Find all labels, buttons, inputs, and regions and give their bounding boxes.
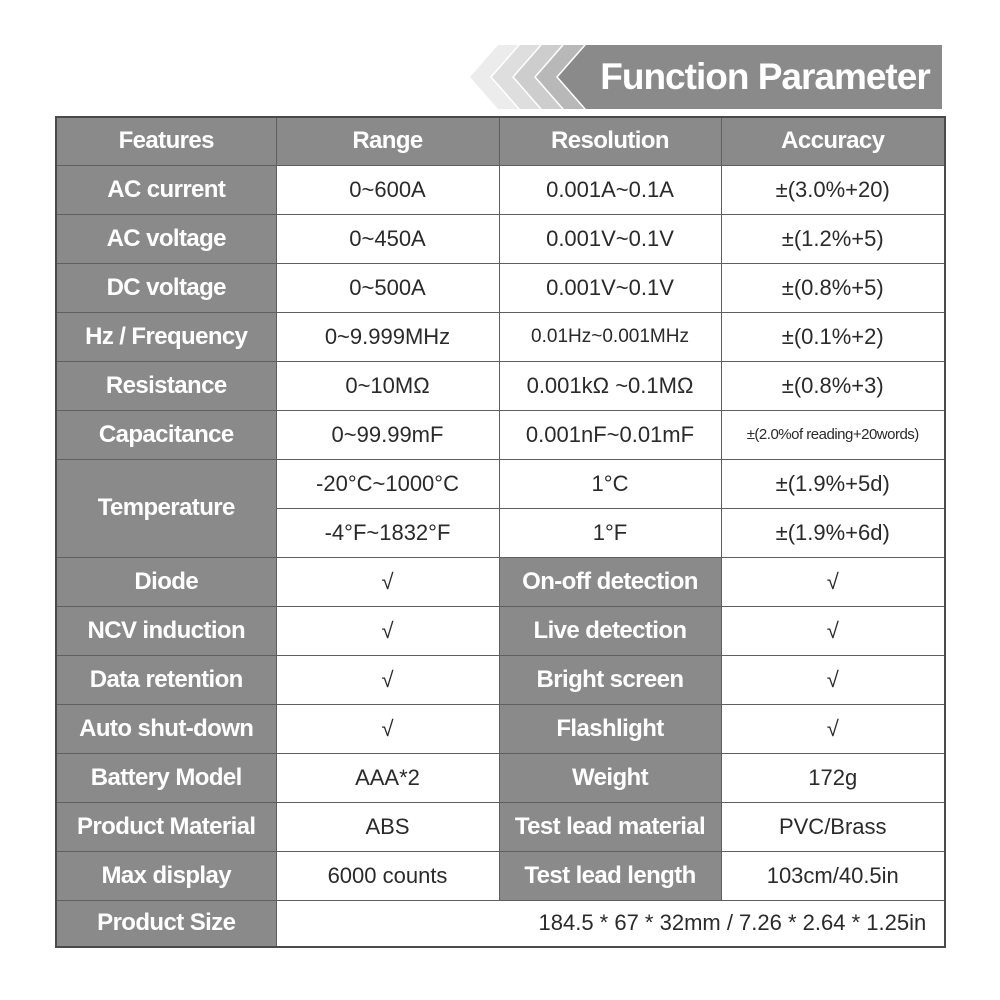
feature-label: Test lead material xyxy=(499,802,721,851)
table-row xyxy=(56,900,945,947)
table-row xyxy=(56,263,945,312)
table-row xyxy=(56,802,945,851)
resolution-cell: 0.001A~0.1A xyxy=(499,165,721,214)
feature-label: Diode xyxy=(56,557,276,606)
resolution-cell: 0.01Hz~0.001MHz xyxy=(499,312,721,361)
table-row xyxy=(56,361,945,410)
feature-label: Product Size xyxy=(56,900,276,947)
header-banner xyxy=(470,45,942,109)
table-row xyxy=(56,557,945,606)
range-cell: 0~9.999MHz xyxy=(276,312,499,361)
feature-value: 6000 counts xyxy=(276,851,499,900)
feature-value: 172g xyxy=(721,753,945,802)
feature-value: 103cm/40.5in xyxy=(721,851,945,900)
range-cell: 0~10MΩ xyxy=(276,361,499,410)
feature-value: √ xyxy=(721,655,945,704)
feature-label: Hz / Frequency xyxy=(56,312,276,361)
feature-label: Weight xyxy=(499,753,721,802)
accuracy-cell: ±(2.0%of reading+20words) xyxy=(721,410,945,459)
feature-value: √ xyxy=(276,655,499,704)
column-header: Features xyxy=(56,117,276,165)
resolution-cell: 1°C xyxy=(499,459,721,508)
parameter-table xyxy=(55,116,946,948)
feature-label: Data retention xyxy=(56,655,276,704)
feature-label: Auto shut-down xyxy=(56,704,276,753)
resolution-cell: 0.001V~0.1V xyxy=(499,263,721,312)
feature-label: Max display xyxy=(56,851,276,900)
range-cell: 0~600A xyxy=(276,165,499,214)
feature-label: On-off detection xyxy=(499,557,721,606)
feature-label: Temperature xyxy=(56,459,276,557)
resolution-cell: 1°F xyxy=(499,508,721,557)
accuracy-cell: ±(3.0%+20) xyxy=(721,165,945,214)
accuracy-cell: ±(1.9%+5d) xyxy=(721,459,945,508)
table-row xyxy=(56,753,945,802)
feature-label: Resistance xyxy=(56,361,276,410)
feature-label: DC voltage xyxy=(56,263,276,312)
feature-label: Battery Model xyxy=(56,753,276,802)
table-row xyxy=(56,214,945,263)
feature-value: √ xyxy=(721,606,945,655)
resolution-cell: 0.001V~0.1V xyxy=(499,214,721,263)
feature-label: Bright screen xyxy=(499,655,721,704)
feature-label: Test lead length xyxy=(499,851,721,900)
table-row xyxy=(56,606,945,655)
page-title: Function Parameter xyxy=(600,56,930,97)
product-size-value: 184.5 * 67 * 32mm / 7.26 * 2.64 * 1.25in xyxy=(276,900,945,947)
table-row xyxy=(56,704,945,753)
table-row xyxy=(56,655,945,704)
table-row xyxy=(56,312,945,361)
feature-label: Flashlight xyxy=(499,704,721,753)
feature-value: √ xyxy=(276,704,499,753)
feature-value: PVC/Brass xyxy=(721,802,945,851)
feature-label: Product Material xyxy=(56,802,276,851)
accuracy-cell: ±(1.9%+6d) xyxy=(721,508,945,557)
resolution-cell: 0.001nF~0.01mF xyxy=(499,410,721,459)
column-header: Range xyxy=(276,117,499,165)
table-row xyxy=(56,851,945,900)
column-header: Accuracy xyxy=(721,117,945,165)
feature-value: ABS xyxy=(276,802,499,851)
resolution-cell: 0.001kΩ ~0.1MΩ xyxy=(499,361,721,410)
accuracy-cell: ±(1.2%+5) xyxy=(721,214,945,263)
feature-label: Capacitance xyxy=(56,410,276,459)
feature-label: AC current xyxy=(56,165,276,214)
table-header-row xyxy=(56,117,945,165)
column-header: Resolution xyxy=(499,117,721,165)
feature-label: Live detection xyxy=(499,606,721,655)
feature-value: √ xyxy=(276,557,499,606)
feature-value: AAA*2 xyxy=(276,753,499,802)
range-cell: 0~99.99mF xyxy=(276,410,499,459)
table-row xyxy=(56,410,945,459)
range-cell: 0~450A xyxy=(276,214,499,263)
range-cell: -20°C~1000°C xyxy=(276,459,499,508)
feature-label: AC voltage xyxy=(56,214,276,263)
accuracy-cell: ±(0.8%+5) xyxy=(721,263,945,312)
feature-value: √ xyxy=(721,557,945,606)
feature-value: √ xyxy=(276,606,499,655)
table-row xyxy=(56,165,945,214)
feature-value: √ xyxy=(721,704,945,753)
table-row xyxy=(56,459,945,508)
accuracy-cell: ±(0.1%+2) xyxy=(721,312,945,361)
feature-label: NCV induction xyxy=(56,606,276,655)
accuracy-cell: ±(0.8%+3) xyxy=(721,361,945,410)
range-cell: 0~500A xyxy=(276,263,499,312)
range-cell: -4°F~1832°F xyxy=(276,508,499,557)
